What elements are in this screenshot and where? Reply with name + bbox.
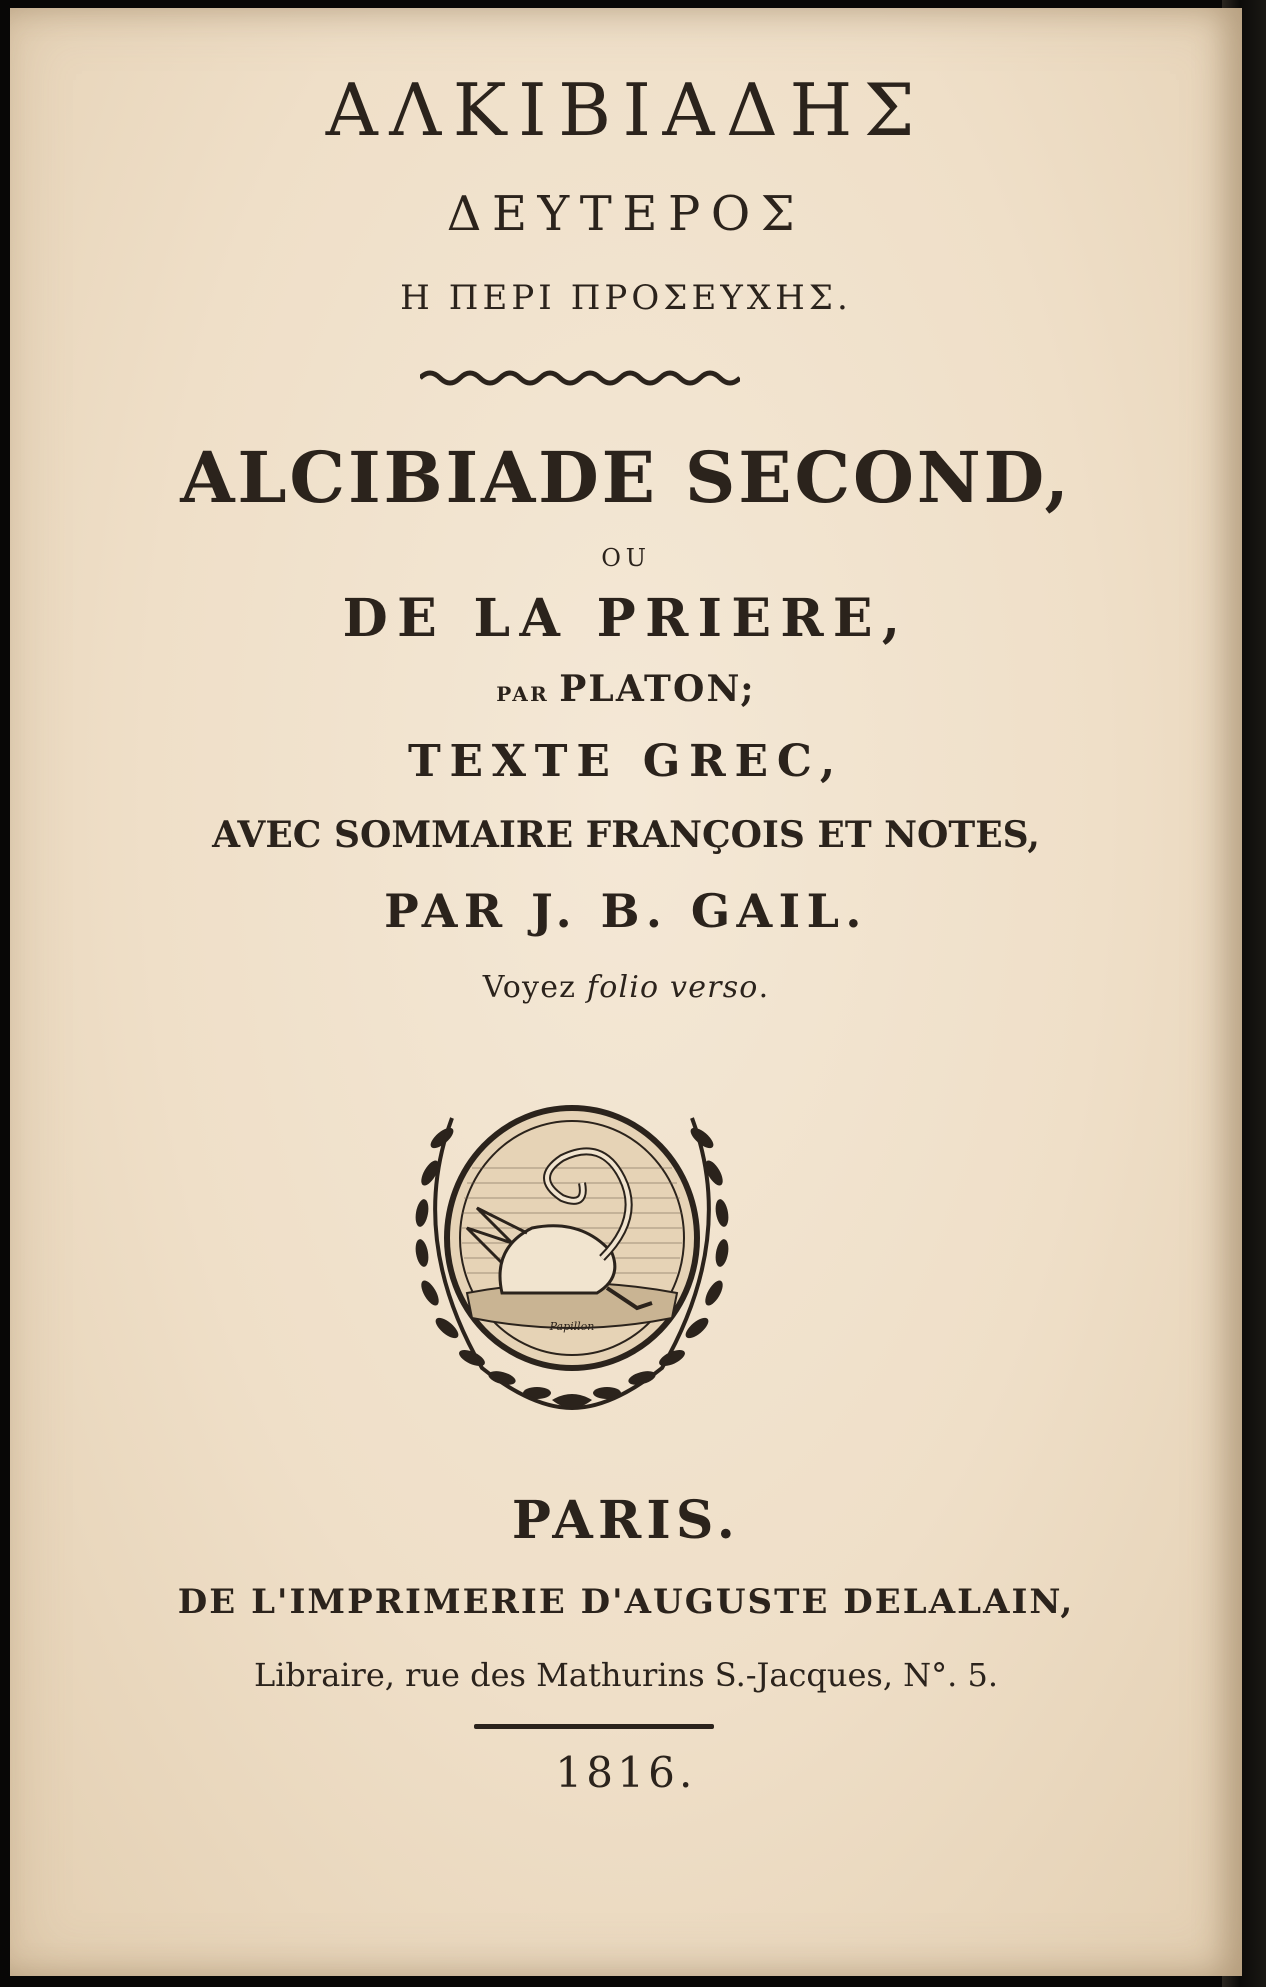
imprint-printer: DE L'IMPRIMERIE D'AUGUSTE DELALAIN, bbox=[177, 1582, 1075, 1622]
greek-title: ΑΛΚΙΒΙΑΔΗΣ bbox=[325, 68, 927, 152]
wavy-rule-ornament bbox=[420, 366, 740, 390]
imprint-year: 1816. bbox=[555, 1748, 697, 1797]
vignette-wreath-icon bbox=[372, 1078, 772, 1428]
folio-note-before: Voyez bbox=[482, 970, 587, 1005]
author-prefix: PAR bbox=[496, 682, 550, 706]
greek-subtitle-2: Η ΠΕΡΙ ΠΡΟΣΕΥΧΗΣ. bbox=[400, 278, 852, 318]
imprint-city: PARIS. bbox=[511, 1490, 741, 1551]
author-name: PLATON; bbox=[559, 668, 756, 710]
editor-line: PAR J. B. GAIL. bbox=[384, 884, 868, 938]
folio-note bbox=[10, 970, 1242, 1005]
french-subtitle: DE LA PRIERE, bbox=[342, 588, 910, 649]
french-title: ALCIBIADE SECOND, bbox=[180, 436, 1072, 519]
title-page bbox=[10, 8, 1242, 1976]
vignette-signature: Papillon bbox=[549, 1320, 595, 1333]
edition-text-line: TEXTE GREC, bbox=[407, 736, 845, 787]
imprint-address: Libraire, rue des Mathurins S.-Jacques, N°. 5. bbox=[253, 1656, 999, 1694]
folio-note-after: . bbox=[758, 970, 770, 1005]
folio-note-italic: folio verso bbox=[586, 970, 759, 1005]
edition-notes-line: AVEC SOMMAIRE FRANÇOIS ET NOTES, bbox=[212, 814, 1040, 856]
conjunction-ou: OU bbox=[601, 544, 651, 572]
author-line bbox=[10, 668, 1242, 710]
greek-subtitle: ΔΕΥΤΕΡΟΣ bbox=[446, 186, 806, 242]
imprint-rule bbox=[474, 1724, 714, 1729]
